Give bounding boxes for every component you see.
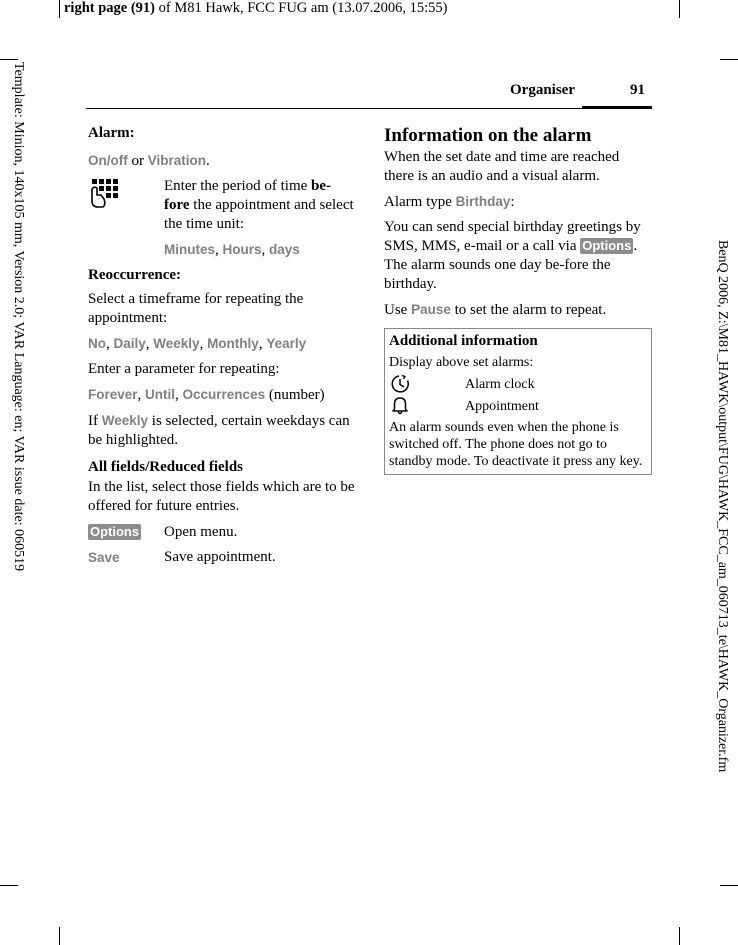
options-softkey: Options: [582, 238, 632, 253]
file-path-info: BenQ 2006, Z:\M81_HAWK\output\FUG\HAWK_FCC_am_060713_te\HAWK_Organizer.fm: [715, 240, 730, 773]
param-options: Forever, Until, Occurrences (number): [88, 387, 325, 403]
birthday-text: You can send special birthday greetings by SMS, MMS, e-mail or a call via Options . The alarm sounds one day be-fore the birthday.: [384, 219, 641, 292]
reoccurrence-heading: Reoccurrence:: [88, 267, 182, 283]
page-number: 91: [630, 82, 645, 98]
crop-mark: [720, 59, 738, 60]
alarm-clock-icon: [389, 373, 411, 395]
print-header-label: right page (91) of M81 Hawk, FCC FUG am (13.07.2006, 15:55): [64, 0, 448, 16]
alarm-type: Alarm type Birthday:: [384, 194, 515, 210]
keypad-icon: [88, 177, 122, 209]
crop-mark: [0, 885, 18, 886]
header-rule: [86, 108, 652, 109]
save-softkey: Save: [88, 550, 120, 565]
appointment-row: [389, 395, 646, 417]
allfields-heading: All fields/Reduced fields: [88, 459, 244, 475]
reoccurrence-text: Select a timeframe for repeating the appointment:: [88, 291, 304, 326]
keypad-row: [88, 177, 356, 260]
param-text: Enter a parameter for repeating:: [88, 361, 280, 377]
crop-mark: [59, 927, 60, 945]
infobox-intro: Display above set alarms:: [389, 355, 534, 370]
options-row: [88, 523, 356, 542]
time-units: Minutes, Hours, days: [164, 242, 300, 258]
page-title: Organiser: [510, 82, 575, 98]
alarm-info-text: When the set date and time are reached there is an audio and a visual alarm.: [384, 149, 620, 184]
options-desc: Open menu.: [164, 524, 238, 540]
allfields-text: In the list, select those fields which are to be offered for future entries.: [88, 479, 355, 514]
section-title: Information on the alarm: [384, 125, 592, 146]
template-info: Template: Minion, 140x105 mm, Version 2.0; VAR Language: en; VAR issue date: 060519: [11, 62, 26, 572]
header-rule-thick: [582, 106, 652, 108]
left-column: [88, 124, 356, 568]
crop-mark: [720, 885, 738, 886]
alarm-clock-label: Alarm clock: [465, 376, 535, 392]
crop-mark: [679, 0, 680, 18]
keypad-text: Enter the period of time be-fore the appointment and select the time unit:: [164, 178, 354, 232]
infobox-note: An alarm sounds even when the phone is switched off. The phone does not go to standby mode. To deactivate it press any key.: [389, 420, 643, 469]
alarm-heading: Alarm:: [88, 125, 135, 141]
alarm-clock-row: [389, 373, 646, 395]
pause-text: Use Pause to set the alarm to repeat.: [384, 302, 607, 318]
right-column: [384, 124, 652, 475]
additional-info-box: [384, 328, 652, 475]
crop-mark: [59, 0, 60, 18]
infobox-title: Additional information: [389, 333, 538, 349]
alarm-options: On/off or Vibration.: [88, 153, 210, 169]
save-row: [88, 548, 356, 568]
repeat-options: No, Daily, Weekly, Monthly, Yearly: [88, 336, 307, 352]
bell-icon: [389, 395, 411, 417]
crop-mark: [679, 927, 680, 945]
save-desc: Save appointment.: [164, 549, 276, 565]
appointment-label: Appointment: [465, 398, 539, 414]
options-softkey: Options: [90, 524, 140, 539]
crop-mark: [0, 59, 18, 60]
weekly-text: If Weekly is selected, certain weekdays can be highlighted.: [88, 413, 350, 448]
